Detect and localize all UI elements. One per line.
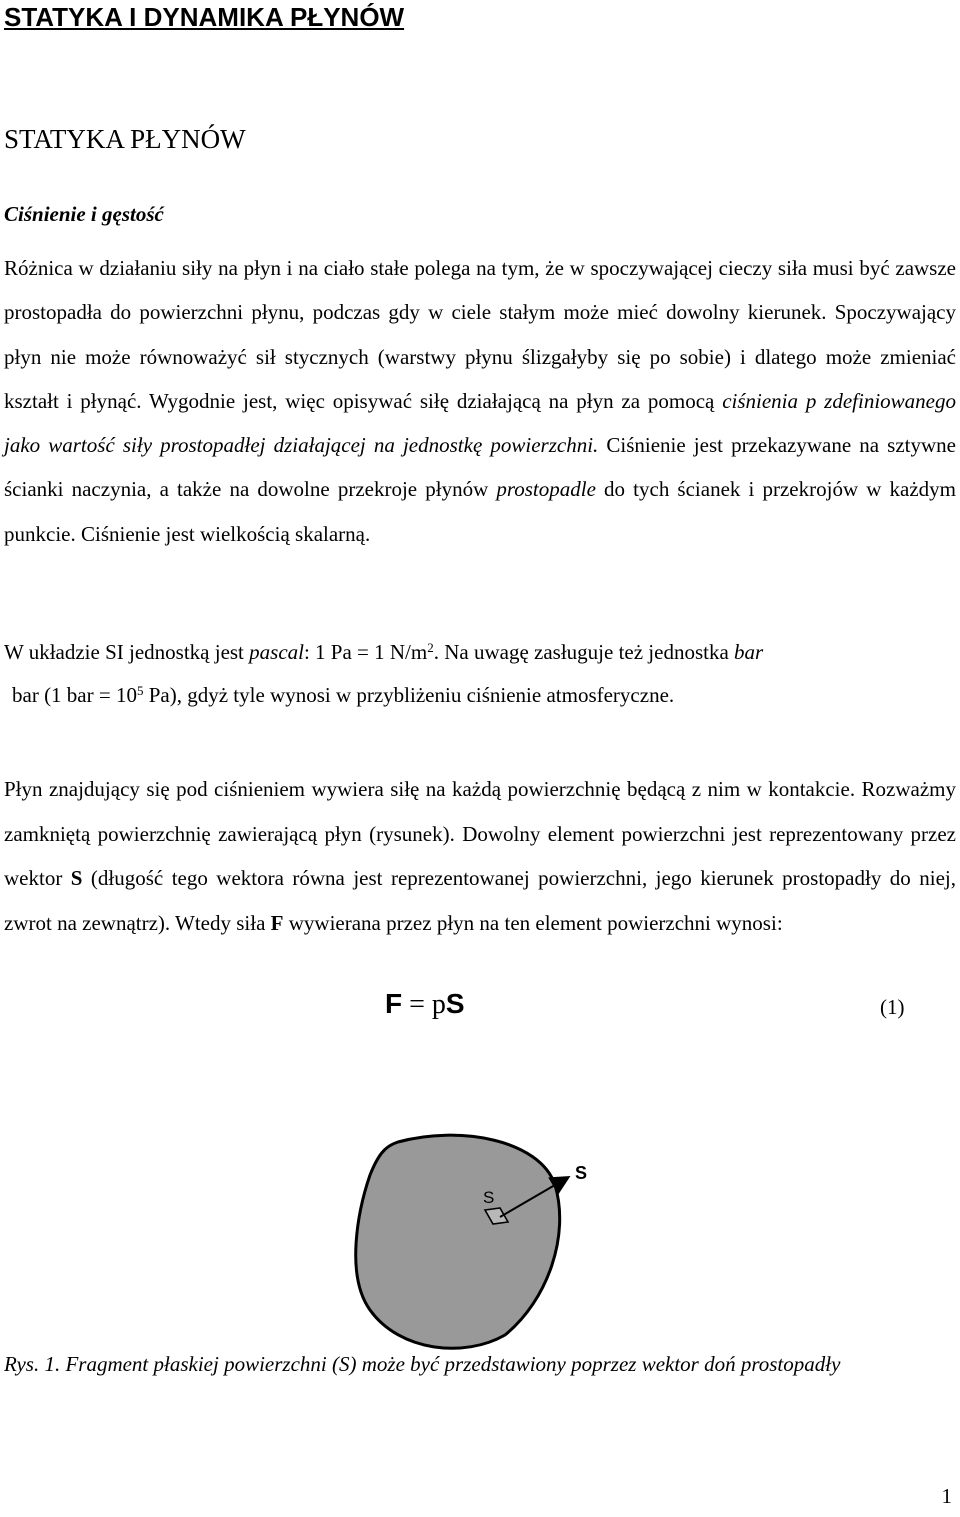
eq-f: F: [385, 988, 403, 1019]
p3-text-b: (długość tego wektora równa jest reprezentowanej powierzchni, jego kierunek prostopadły do niej, zwrot na zewnątrz). Wtedy siła: [4, 866, 956, 935]
p1-text-3: do tych ścianek i przekrojów w każdym punkcie. Ciśnienie jest wielkością skalarną.: [4, 477, 956, 546]
figure-surface: [350, 1130, 610, 1360]
bar-text-d: bar (1 bar = 10: [12, 683, 137, 707]
paragraph-force-vector: [4, 767, 956, 945]
p3-vector-f: F: [270, 910, 284, 935]
equation-number: (1): [880, 995, 905, 1019]
paragraph-bar-unit: [12, 683, 674, 708]
figure-caption: Rys. 1. Fragment płaskiej powierzchni (S) może być przedstawiony poprzez wektor doń prostopadły: [4, 1352, 841, 1376]
p1-italic-prostopadle: prostopadle: [496, 477, 596, 502]
surface-blob: [356, 1135, 560, 1348]
p3-vector-s: S: [70, 866, 83, 890]
element-label: S: [483, 1188, 495, 1207]
si-text-c: . Na uwagę zasługuje też jednostka: [433, 640, 735, 664]
si-pascal: pascal: [249, 640, 304, 664]
bar-exp: 5: [136, 682, 144, 698]
si-text-a: W układzie SI jednostką jest: [4, 640, 250, 664]
bar-text-e: Pa), gdyż tyle wynosi w przybliżeniu ciśnienie atmosferyczne.: [143, 683, 675, 707]
si-bar-italic: bar: [734, 640, 764, 664]
p3-text-c: wywierana przez płyn na ten element powierzchni wynosi:: [283, 910, 783, 935]
vector-label: S: [575, 1163, 588, 1183]
si-text-b: : 1 Pa = 1 N/m: [303, 640, 428, 664]
paragraph-si-unit: [4, 640, 763, 665]
section-title: STATYKA PŁYNÓW: [4, 124, 246, 154]
p1-text-2: Ciśnienie jest przekazywane na sztywne ścianki naczynia, a także na dowolne przekroje płynów: [4, 433, 956, 502]
eq-equals-p: = p: [402, 989, 446, 1020]
si-exp: 2: [427, 639, 434, 655]
paragraph-pressure-definition: [4, 246, 956, 556]
equation: [385, 988, 465, 1021]
eq-s: S: [445, 988, 465, 1019]
page-number: 1: [941, 1484, 952, 1508]
p1-italic-definition: ciśnienia p zdefiniowanego jako wartość siły prostopadłej działającej na jednostkę powierzchni.: [4, 388, 956, 458]
subsection-title: Ciśnienie i gęstość: [4, 202, 164, 226]
p3-text-a: Płyn znajdujący się pod ciśnieniem wywiera siłę na każdą powierzchnię będącą z nim w kontakcie. Rozważmy zamkniętą powierzchnię zawierającą płyn (rysunek). Dowolny element powierzchni jest reprezentowany przez wektor: [4, 777, 956, 890]
p1-text-1: Różnica w działaniu siły na płyn i na ciało stałe polega na tym, że w spoczywającej cieczy siła musi być zawsze prostopadła do powierzchni płynu, podczas gdy w ciele stałym może mieć dowolny kierunek. Spoczywający płyn nie może równoważyć sił stycznych (warstwy płynu ślizgałyby się po sobie) i dlatego może zmieniać kształt i płynąć. Wygodnie jest, więc opisywać siłę działającą na płyn za pomocą: [4, 256, 956, 413]
main-title: STATYKA I DYNAMIKA PŁYNÓW: [4, 2, 405, 32]
